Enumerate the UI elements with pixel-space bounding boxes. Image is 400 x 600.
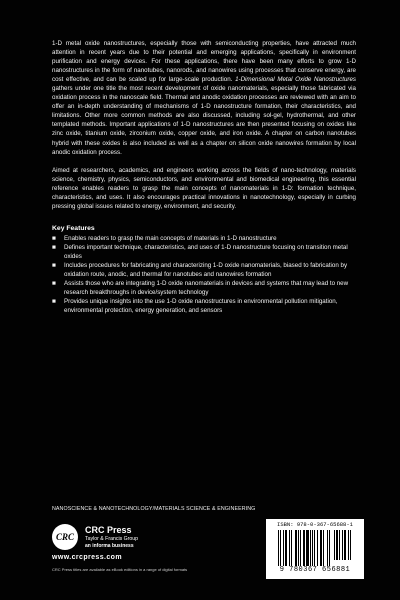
- key-feature-item: [52, 279, 356, 297]
- back-cover-text: [52, 39, 356, 315]
- bullet-icon: ■: [52, 298, 56, 306]
- isbn-barcode: [266, 519, 364, 579]
- key-features-list: [52, 234, 356, 315]
- bullet-icon: ■: [52, 280, 56, 288]
- barcode-number: 9 780367 656881: [279, 566, 351, 574]
- book-title-italic: 1-Dimensional Metal Oxide Nanostructures: [235, 76, 356, 84]
- key-feature-item: [52, 261, 356, 279]
- price-barcode-icon: [334, 530, 354, 566]
- key-feature-item: [52, 234, 356, 243]
- subject-category: NANOSCIENCE & NANOTECHNOLOGY/MATERIALS SCIENCE & ENGINEERING: [52, 506, 256, 512]
- publisher-name: CRC Press: [85, 525, 132, 535]
- key-feature-text: Defines important technique, characteristics, and uses of 1-D nanostructure focusing on transition metal oxides: [64, 243, 348, 260]
- description-paragraph-2: Aimed at researchers, academics, and engineers working across the fields of nano-technology, materials science, chemistry, physics, semiconductors, and environmental and biomedical engineering, this essential reference enables readers to grasp the main concepts of nanomaterials in 1-D: formation technique, characteristics, and uses. It also encourages practical innovations in nanotechnology, especially in curbing pressing global issues related to energy, environment, and security.: [52, 166, 356, 210]
- ean-barcode-icon: [278, 530, 330, 566]
- key-feature-item: [52, 297, 356, 315]
- publisher-informa: an informa business: [85, 543, 134, 549]
- key-feature-text: Provides unique insights into the use 1-D oxide nanostructures in environmental pollution mitigation, environmental protection, energy generation, and sensors: [64, 298, 338, 315]
- key-feature-text: Enables readers to grasp the main concepts of materials in 1-D nanostructure: [64, 234, 277, 242]
- description-paragraph-1: [52, 39, 356, 157]
- key-feature-text: Includes procedures for fabricating and characterizing 1-D oxide nanomaterials, biased to fabrication by oxidation route, anodic, and thermal for nanotubes and nanowires formation: [64, 261, 348, 279]
- key-feature-item: [52, 243, 356, 261]
- key-feature-text: Assists those who are integrating 1-D oxide nanomaterials in devices and systems that may lead to new research breakthroughs in device/system technology: [64, 280, 349, 297]
- ebook-note: CRC Press titles are available as eBook editions in a range of digital formats: [52, 567, 188, 572]
- isbn-label: ISBN: 978-0-367-65688-1: [277, 521, 353, 528]
- bullet-icon: ■: [52, 243, 56, 251]
- description-text: 1-D metal oxide nanostructures, especially those with semiconducting properties, have attracted much attention in recent years due to their potential and emerging applications, specifically in environment purification and energy devices. For these applications, there have been many efforts to grow 1-D nanostructures in the form of nanotubes, nanorods, and nanowires using processes that conserve energy, are cost effective, and can be scaled up for large-scale production.: [52, 40, 356, 84]
- key-features-heading: Key Features: [52, 224, 95, 232]
- bullet-icon: ■: [52, 234, 56, 242]
- publisher-group: Taylor & Francis Group: [85, 536, 139, 542]
- bullet-icon: ■: [52, 261, 56, 269]
- description-text: gathers under one title the most recent development of oxide nanomaterials, especially those fabricated via oxidation process in the nanoscale field. Thermal and anodic oxidation processes are reviewed with an aim to offer an in-depth understanding of mechanisms of 1-D nanostructure formation, their characteristics, and limitations. Other more common methods are also discussed, including sol-gel, hydrothermal, and other templated methods. Important applications of 1-D nanostructures are then presented focusing on oxides like zinc oxide, titanium oxide, zirconium oxide, copper oxide, and iron oxide. A chapter on carbon nanotubes hybrid with these oxides is also included as well as a chapter on silicon oxide nanowires formation by local anodic oxidation process.: [52, 85, 356, 156]
- crc-logo-icon: CRC: [52, 524, 78, 550]
- publisher-url[interactable]: www.crcpress.com: [52, 554, 122, 561]
